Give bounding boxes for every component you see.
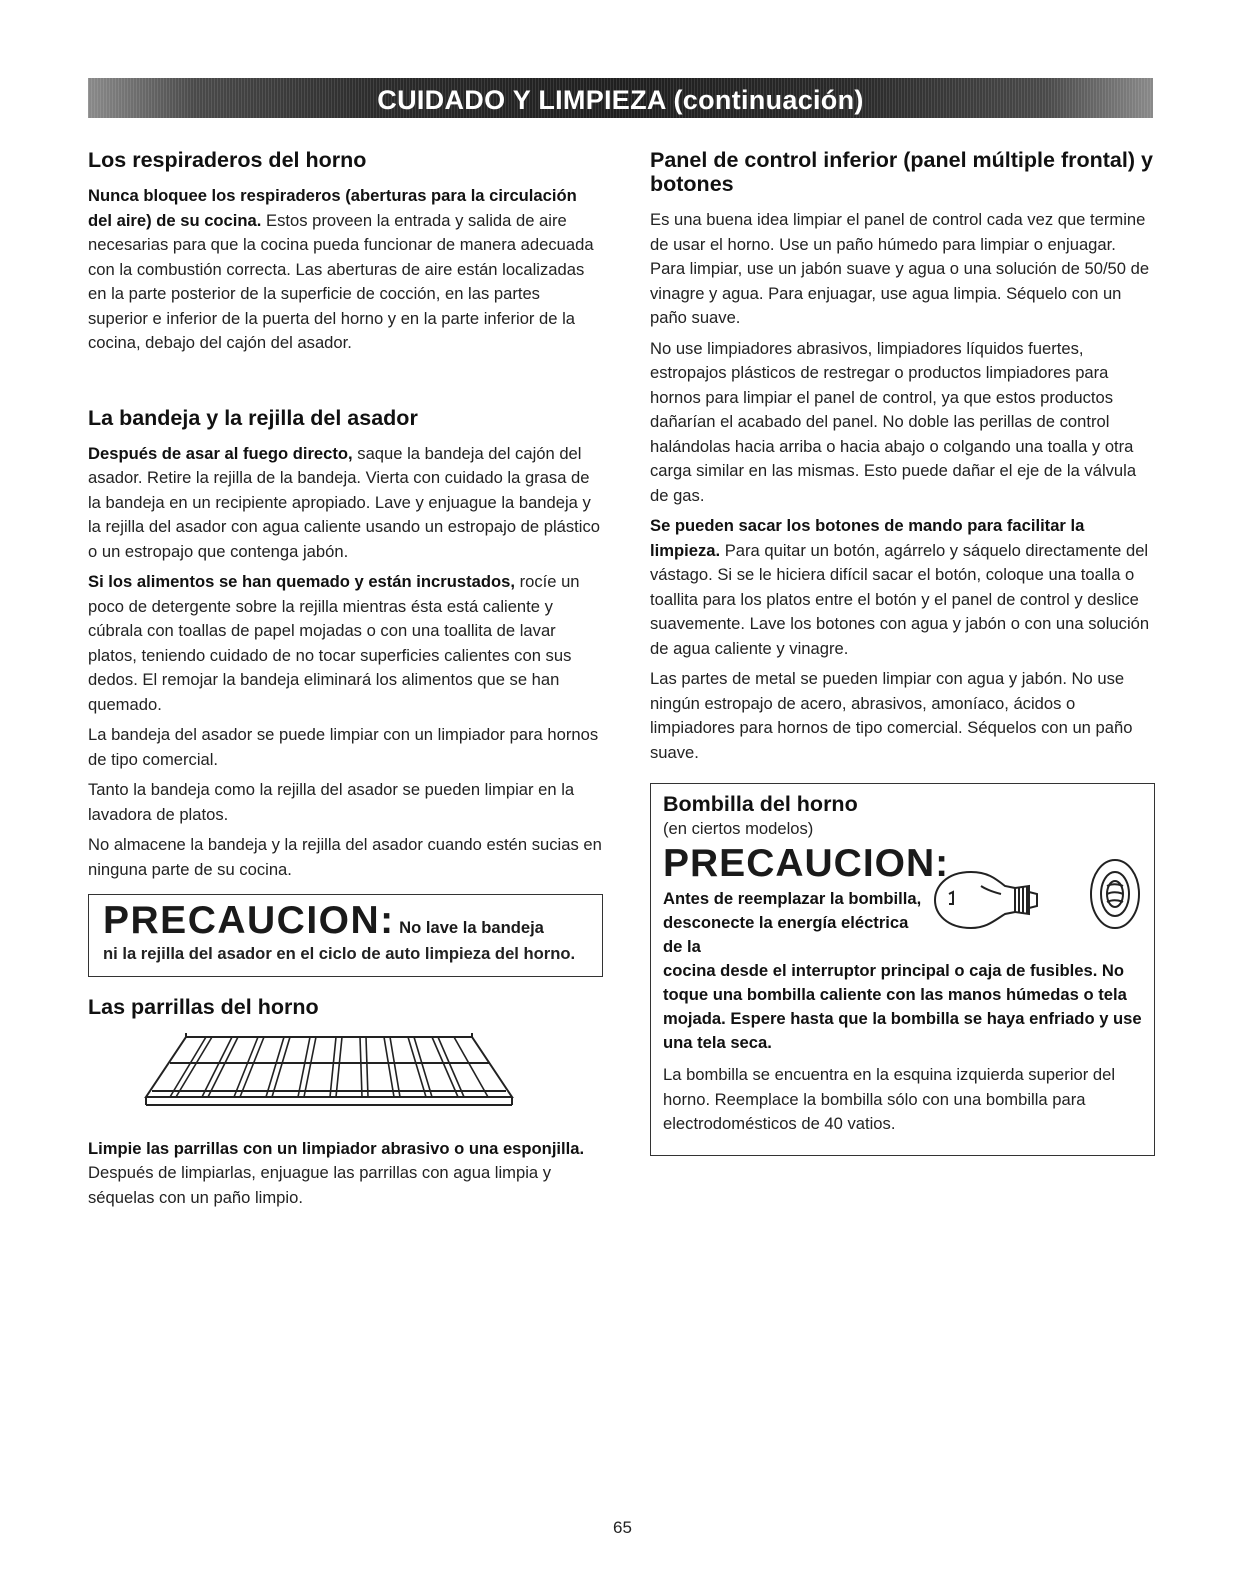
panel-heading: Panel de control inferior (panel múltiple frontal) y botones (650, 148, 1153, 197)
panel-text-3: Para quitar un botón, agárrelo y sáquelo directamente del vástago. Si se le hiciera difícil sacar el botón, coloque una toalla o toallita para los platos entre el botón y el panel de control y deslice suavemente. Lave los botones con agua y jabón o con una solución de agua caliente y vinagre. (650, 540, 1150, 658)
racks-bold-lead: Limpie las parrillas con un limpiador abrasivo o una esponjilla. (88, 1138, 585, 1158)
left-column (88, 148, 603, 1216)
broiler-paragraph-5: No almacene la bandeja y la rejilla del asador cuando estén sucias en ninguna parte de su cocina. (88, 835, 602, 879)
broiler-paragraph-2 (88, 570, 603, 717)
right-column (650, 148, 1155, 1156)
light-bulb-icon (931, 864, 1061, 934)
vents-text: Estos proveen la entrada y salida de aire necesarias para que la cocina pueda funcionar de manera adecuada con la combustión correcta. Las aberturas de aire están localizadas en la parte posterior de la superficie de cocción, en las partes superior e inferior de la puerta del horno y en la parte inferior de la cocina, debajo del cajón del asador. (88, 210, 594, 353)
caution-inline-text: No lave la bandeja (399, 918, 544, 938)
page-number: 65 (613, 1518, 632, 1537)
broiler-bold-lead-2: Si los alimentos se han quemado y están incrustados, (88, 572, 515, 592)
bulb-caution-left (663, 842, 950, 959)
broiler-paragraph-4: Tanto la bandeja como la rejilla del asador se pueden limpiar en la lavadora de platos. (88, 780, 575, 824)
bulb-paragraph: La bombilla se encuentra en la esquina izquierda superior del horno. Reemplace la bombilla sólo con una bombilla para electrodomésticos de 40 vatios. (663, 1065, 1116, 1134)
bulb-heading: Bombilla del horno (663, 792, 858, 817)
racks-text: Después de limpiarlas, enjuague las parrillas con agua limpia y séquelas con un paño limpio. (88, 1163, 552, 1207)
broiler-paragraph-3: La bandeja del asador se puede limpiar con un limpiador para hornos de tipo comercial. (88, 725, 599, 769)
caution-heading-line (103, 901, 590, 942)
banner-title: CUIDADO Y LIMPIEZA (continuación) (377, 84, 864, 115)
racks-paragraph (88, 1137, 603, 1211)
panel-paragraph-2: No use limpiadores abrasivos, limpiadores líquidos fuertes, estropajos plásticos de restregar o productos limpiadores para hornos para limpiar el panel de control, ya que estos productos dañarían el acabado del panel. No doble las perillas de control halándolas hacia arriba o hacia abajo o colgando una toalla y otra carga similar en las mismas. Esto puede dañar el eje de la válvula de gas. (650, 338, 1137, 505)
bulb-caution-word: PRECAUCION: (663, 842, 950, 886)
racks-heading: Las parrillas del horno (88, 994, 319, 1019)
broiler-text-1: saque la bandeja del cajón del asador. Retire la rejilla de la bandeja. Vierta con cuidado la grasa de la bandeja en un recipiente apropiado. Lave y enjuague la bandeja y la rejilla del asador con agua caliente usando un estropajo de plástico o un estropajo que contenga jabón. (88, 443, 600, 561)
broiler-heading: La bandeja y la rejilla del asador (88, 405, 418, 430)
broiler-text-2: rocíe un poco de detergente sobre la rejilla mientras ésta está caliente y cúbrala con toallas de papel mojadas o con una toallita de lavar platos, teniendo cuidado de no tocar superficies calientes con sus dedos. El remojar la bandeja eliminará los alimentos que se han quemado. (88, 572, 580, 714)
bulb-subtitle: (en ciertos modelos) (663, 819, 814, 839)
vents-heading: Los respiraderos del horno (88, 148, 367, 172)
bulb-caution-row (663, 844, 1142, 959)
section-banner (88, 78, 1153, 118)
panel-paragraph-3 (650, 514, 1155, 661)
broiler-paragraph-1 (88, 442, 603, 565)
panel-bold-lead: Se pueden sacar los botones de mando para facilitar la limpieza. (650, 516, 1085, 560)
bulb-caution-long: cocina desde el interruptor principal o caja de fusibles. No toque una bombilla caliente con las manos húmedas o tela mojada. Espere hasta que la bombilla se haya enfriado y use una tela seca. (663, 961, 1142, 1053)
bulb-illustrations (931, 854, 1145, 934)
vents-paragraph (88, 184, 603, 356)
oven-rack-icon (144, 1033, 514, 1113)
bulb-caution-short: Antes de reemplazar la bombilla, desconecte la energía eléctrica de la (663, 889, 922, 957)
broiler-bold-lead-1: Después de asar al fuego directo, (88, 443, 353, 463)
caution-text: ni la rejilla del asador en el ciclo de auto limpieza del horno. (103, 944, 576, 964)
broiler-caution-box (88, 894, 603, 976)
panel-paragraph-1: Es una buena idea limpiar el panel de control cada vez que termine de usar el horno. Use un paño húmedo para limpiar o enjuagar. Para limpiar, use un jabón suave y agua o una solución de 50/50 de vinagre y agua. Para enjuagar, use agua limpia. Séquelo con un paño suave. (650, 210, 1150, 328)
caution-word: PRECAUCION: (103, 899, 395, 943)
panel-paragraph-4: Las partes de metal se pueden limpiar con agua y jabón. No use ningún estropajo de acero, abrasivos, amoníaco, ácidos o limpiadores para hornos de tipo comercial. Séquelos con un paño suave. (650, 669, 1133, 762)
oven-rack-illustration (144, 1033, 603, 1113)
vents-bold-lead: Nunca bloquee los respiraderos (aberturas para la circulación del aire) de su cocina. (88, 186, 577, 230)
bulb-box (650, 783, 1155, 1156)
bulb-socket-icon (1085, 854, 1145, 934)
